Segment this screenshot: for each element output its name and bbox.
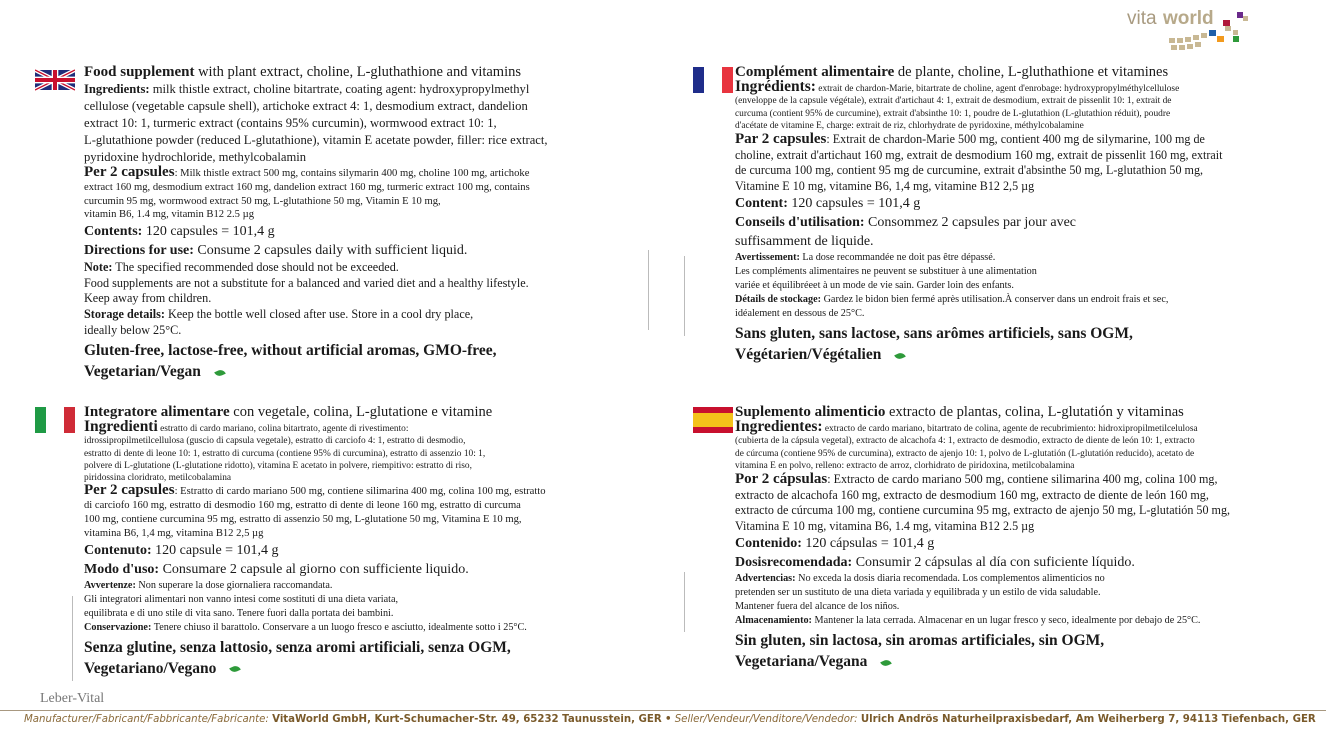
text-line: Par 2 capsules: Extrait de chardon-Marie 500 mg, contient 400 mg de silymarine, 100 mg de (735, 131, 1205, 148)
seller-label: Seller/Vendeur/Venditore/Vendedor: (674, 714, 858, 725)
text-line: Les compléments alimentaires ne peuvent se substituer à une alimentation (735, 266, 1037, 278)
field-label: Avvertenze: (84, 579, 136, 591)
field-label: Dosisrecomendada: (735, 555, 853, 571)
field-label: Ingrédients: (735, 78, 816, 95)
vegan-leaf-icon (881, 658, 893, 668)
vegan-leaf-icon (895, 351, 907, 361)
text-line: Dosisrecomendada: Consumir 2 cápsulas al día con suficiente líquido. (735, 555, 1135, 571)
text-line: extract 10: 1, turmeric extract (contains 95% curcumin), wormwood extract 10: 1, (84, 116, 497, 130)
dietary-claims (735, 630, 1230, 672)
text-line: de cúrcuma (contiene 95% de curcumina), extracto de ajenjo 10: 1, polvo de L-glutatión (L-glutatión reducido), acetato de (735, 448, 1195, 459)
margin-rule (684, 256, 685, 336)
uk-flag-icon (35, 67, 75, 93)
text-line: equilibrata e di uno stile di vita sano. Tenere fuori dalla portata dei bambini. (84, 607, 394, 619)
label-paragraph (735, 572, 1230, 614)
manufacturer-label: Manufacturer/Fabricant/Fabbricante/Fabricante: (24, 714, 269, 725)
text-line: curcumin 95 mg, wormwood extract 50 mg, L-glutathione 50 mg, Vitamin E 10 mg, (84, 195, 441, 207)
field-label: Contents: (84, 224, 143, 240)
vitaworld-logo (1125, 2, 1265, 58)
text-line: Ingredients: milk thistle extract, choline bitartrate, coating agent: hydroxypropylmethyl (84, 82, 530, 96)
label-paragraph (84, 81, 548, 166)
label-paragraph (735, 472, 1230, 534)
text-line: pretenden ser un sustituto de una dieta variada y equilibrada y un estilo de vida saludable. (735, 587, 1101, 599)
field-label: Ingredients: (84, 82, 150, 96)
text-line: Ingredienti estratto di cardo mariano, colina bitartrato, agente di rivestimento: (84, 418, 409, 435)
text-line: Gli integratori alimentari non vanno intesi come sostituti di una dieta variata, (84, 593, 399, 605)
text-line: Détails de stockage: Gardez le bidon bien fermé après utilisation.À conserver dans un endroit frais et sec, (735, 294, 1169, 306)
vegan-leaf-icon (214, 368, 226, 378)
text-line: Conservazione: Tenere chiuso il barattolo. Conservare a un luogo fresco e asciutto, idealmente sotto i 25°C. (84, 621, 527, 633)
text-line: Note: The specified recommended dose should not be exceeded. (84, 260, 399, 275)
text-line: Integratore alimentare con vegetale, colina, L-glutatione e vitamine (84, 404, 493, 420)
label-paragraph (735, 293, 1223, 321)
field-label: Ingredienti (84, 418, 158, 435)
text-line: vitamina B6, 1,4 mg, vitamina B12 2,5 µg (84, 527, 264, 539)
text-line: (cubierta de la cápsula vegetal), extracto de alcachofa 4: 1, extracto de desmodio, extracto de diente de león 10: 1, extracto (735, 436, 1195, 447)
label-paragraph (735, 132, 1223, 194)
footer-separator: • (664, 714, 672, 725)
text-line: Sans gluten, sans lactose, sans arômes artificiels, sans OGM, (735, 325, 1133, 343)
label-section-fr (735, 63, 1223, 365)
field-label: Per 2 capsules (84, 164, 175, 180)
field-label: Per 2 capsules (84, 482, 175, 499)
text-line: Avertissement: La dose recommandée ne doit pas être dépassé. (735, 252, 996, 264)
text-line: Por 2 cápsulas: Extracto de cardo mariano 500 mg, contiene silimarina 400 mg, colina 100 mg, (735, 471, 1218, 488)
footer-divider (0, 710, 1326, 711)
text-line: (enveloppe de la capsule végétale), extrait d'artichaut 4: 1, extrait de desmodium, extrait de pissenlit 10: 1, extrait de (735, 96, 1172, 107)
text-line: Vegetariana/Vegana (735, 651, 1230, 672)
text-line: Ingrédients: extrait de chardon-Marie, bitartrate de choline, agent d'enrobage: hydroxypropylméthylcellulose (735, 78, 1180, 95)
text-line: vitamin B6, 1.4 mg, vitamin B12 2.5 µg (84, 209, 255, 221)
italy-flag-icon (35, 407, 75, 433)
field-label: Note: (84, 260, 113, 275)
text-line: Food supplements are not a substitute for a balanced and varied diet and a healthy lifestyle. (84, 275, 529, 290)
text-line: Vegetarian/Vegan (84, 361, 548, 382)
text-line: Content: 120 capsules = 101,4 g (735, 196, 921, 212)
field-label: Advertencias: (735, 573, 796, 585)
dietary-claims (735, 323, 1223, 365)
text-line: cellulose (vegetable capsule shell), artichoke extract 4: 1, desmodium extract, dandelion (84, 99, 528, 113)
label-section-it (84, 403, 546, 679)
text-line: extract 160 mg, desmodium extract 160 mg, dandelion extract 160 mg, turmeric extract 100 mg, contains (84, 181, 530, 193)
label-paragraph (84, 541, 546, 560)
text-line: polvere di L-glutatione (L-glutatione ridotto), vitamina E acetato in polvere, riempitivo: estratto di riso, (84, 460, 472, 471)
text-line: di carciofo 160 mg, estratto di desmodio 160 mg, estratto di dente di leone 160 mg, estratto di curcuma (84, 500, 521, 512)
label-paragraph (735, 418, 1230, 472)
text-line: Advertencias: No exceda la dosis diaria recomendada. Los complementos alimenticios no (735, 573, 1105, 585)
label-paragraph (735, 213, 1223, 251)
label-paragraph (84, 166, 548, 222)
label-section-es (735, 403, 1230, 672)
text-line: Directions for use: Consume 2 capsules daily with sufficient liquid. (84, 243, 468, 259)
field-label: Ingredientes: (735, 418, 823, 435)
text-line: Vitamina E 10 mg, vitamina B6, 1.4 mg, vitamina B12 2.5 µg (735, 518, 1035, 533)
text-line: vitamina E en polvo, relleno: extracto de arroz, clorhidrato de piridoxina, metilcobalamina (735, 460, 1075, 471)
label-paragraph (84, 260, 548, 307)
label-paragraph (735, 614, 1230, 628)
label-paragraph (84, 241, 548, 260)
seller-address: Ulrich Andrös Naturheilpraxisbedarf, Am Weiherberg 7, 94113 Tiefenbach, GER (860, 714, 1316, 725)
text-line: Conseils d'utilisation: Consommez 2 capsules par jour avec (735, 215, 1077, 231)
label-paragraph (84, 222, 548, 241)
spain-flag-icon (693, 407, 733, 433)
text-line: Almacenamiento: Mantener la lata cerrada. Almacenar en un lugar fresco y seco, idealmente por debajo de 25°C. (735, 615, 1201, 627)
text-line: pyridoxine hydrochloride, methylcobalamin (84, 150, 307, 164)
field-label: Avertissement: (735, 252, 800, 264)
text-line: Contents: 120 capsules = 101,4 g (84, 224, 275, 240)
text-line: Per 2 capsules: Milk thistle extract 500 mg, contains silymarin 400 mg, choline 100 mg, artichoke (84, 164, 530, 180)
text-line: Per 2 capsules: Estratto di cardo mariano 500 mg, contiene silimarina 400 mg, colina 100 mg, estratto (84, 482, 546, 499)
field-label: Modo d'uso: (84, 561, 160, 577)
text-line: de curcuma 100 mg, contient 95 mg de curcumine, extrait d'absinthe 50 mg, L-glutathion 50 mg, (735, 163, 1204, 178)
text-line: extracto de cúrcuma 100 mg, contiene curcumina 95 mg, extracto de ajenjo 50 mg, L-glutatión 50 mg, (735, 503, 1231, 518)
text-line: Contenuto: 120 capsule = 101,4 g (84, 542, 279, 558)
field-label: Complément alimentaire (735, 64, 895, 80)
field-label: Conservazione: (84, 621, 152, 633)
text-line: Gluten-free, lactose-free, without artificial aromas, GMO-free, (84, 342, 497, 360)
field-label: Directions for use: (84, 243, 194, 259)
label-paragraph (735, 553, 1230, 572)
text-line: Avvertenze: Non superare la dose giornaliera raccomandata. (84, 579, 333, 591)
label-paragraph (84, 560, 546, 579)
margin-rule (684, 572, 685, 632)
label-paragraph (735, 78, 1223, 132)
field-label: Storage details: (84, 306, 165, 321)
text-line: Food supplement with plant extract, choline, L-gluthathione and vitamins (84, 64, 522, 80)
text-line: Contenido: 120 cápsulas = 101,4 g (735, 536, 935, 552)
text-line: variée et équilibréeet à un mode de vie sain. Garder loin des enfants. (735, 280, 1014, 292)
text-line: suffisamment de liquide. (735, 234, 874, 250)
field-label: Food supplement (84, 64, 195, 80)
text-line: d'acétate de vitamine E, charge: extrait de riz, chlorhydrate de pyridoxine, méthylcobalamine (735, 120, 1084, 131)
product-name: Leber-Vital (40, 691, 105, 706)
text-line: Storage details: Keep the bottle well closed after use. Store in a cool dry place, (84, 306, 474, 321)
label-paragraph (735, 251, 1223, 293)
text-line: Vegetariano/Vegano (84, 658, 546, 679)
field-label: Content: (735, 196, 788, 212)
france-flag-icon (693, 67, 733, 93)
text-line: Complément alimentaire de plante, choline, L-gluthathione et vitamines (735, 64, 1169, 80)
text-line: Vitamine E 10 mg, vitamine B6, 1,4 mg, vitamine B12 2,5 µg (735, 178, 1035, 193)
label-section-en (84, 63, 548, 382)
vegan-leaf-icon (230, 664, 242, 674)
text-line: idrossipropilmetilcellulosa (guscio di capsula vegetale), estratto di carciofo 4: 1, estratto di desmodio, (84, 436, 466, 447)
field-label: Por 2 cápsulas (735, 471, 828, 488)
product-title (84, 63, 548, 81)
text-line: Suplemento alimenticio extracto de plantas, colina, L-glutatión y vitaminas (735, 404, 1184, 420)
label-paragraph (84, 418, 546, 484)
field-label: Integratore alimentare (84, 404, 230, 420)
text-line: ideally below 25°C. (84, 322, 182, 337)
text-line: idéalement en dessous de 25°C. (735, 308, 865, 320)
dietary-claims (84, 340, 548, 382)
text-line: choline, extrait d'artichaut 160 mg, extrait de desmodium 160 mg, extrait de pissenlit 160 mg, extrait (735, 147, 1223, 162)
text-line: estratto di dente di leone 10: 1, estratto di curcuma (contiene 95% di curcumina), estratto di assenzio 10: 1, (84, 448, 486, 459)
label-paragraph (735, 194, 1223, 213)
text-line: Mantener fuera del alcance de los niños. (735, 601, 900, 613)
text-line: Sin gluten, sin lactosa, sin aromas artificiales, sin OGM, (735, 632, 1105, 650)
label-paragraph (84, 307, 548, 338)
manufacturer-address: VitaWorld GmbH, Kurt-Schumacher-Str. 49, 65232 Taunusstein, GER (272, 714, 662, 725)
text-line: 100 mg, contiene curcumina 95 mg, estratto di assenzio 50 mg, L-glutatione 50 mg, Vitamina E 10 mg, (84, 514, 522, 526)
field-label: Contenuto: (84, 542, 152, 558)
label-paragraph (735, 534, 1230, 553)
label-paragraph (84, 621, 546, 635)
field-label: Par 2 capsules (735, 131, 827, 148)
logo-text-light: vita (1127, 8, 1157, 29)
text-line: Modo d'uso: Consumare 2 capsule al giorno con sufficiente liquido. (84, 561, 469, 577)
text-line: extracto de alcachofa 160 mg, extracto de desmodium 160 mg, extracto de diente de león 160 mg, (735, 487, 1209, 502)
margin-rule (648, 250, 649, 330)
text-line: piridossina cloridrato, metilcobalamina (84, 473, 232, 484)
field-label: Almacenamiento: (735, 615, 812, 627)
text-line: L-glutathione powder (reduced L-glutathione), vitamin E acetate powder, filler: rice extract, (84, 133, 548, 147)
field-label: Détails de stockage: (735, 294, 822, 306)
margin-rule (72, 596, 73, 681)
label-paragraph (84, 579, 546, 621)
text-line: Keep away from children. (84, 291, 212, 306)
text-line: curcuma (contient 95% de curcumine), extrait d'absinthe 10: 1, poudre de L-glutathion (L-glutathion réduit), poudre (735, 108, 1171, 119)
text-line: Ingredientes: extracto de cardo mariano, bitartrato de colina, agente de recubrimiento: hidroxipropilmetilcelulosa (735, 418, 1198, 435)
dietary-claims (84, 637, 546, 679)
text-line: Senza glutine, senza lattosio, senza aromi artificiali, senza OGM, (84, 638, 511, 656)
footer (24, 714, 1316, 725)
logo-text-bold: world (1163, 8, 1214, 29)
field-label: Contenido: (735, 536, 802, 552)
field-label: Suplemento alimenticio (735, 404, 886, 420)
field-label: Conseils d'utilisation: (735, 215, 865, 231)
label-paragraph (84, 484, 546, 540)
text-line: Végétarien/Végétalien (735, 344, 1223, 365)
